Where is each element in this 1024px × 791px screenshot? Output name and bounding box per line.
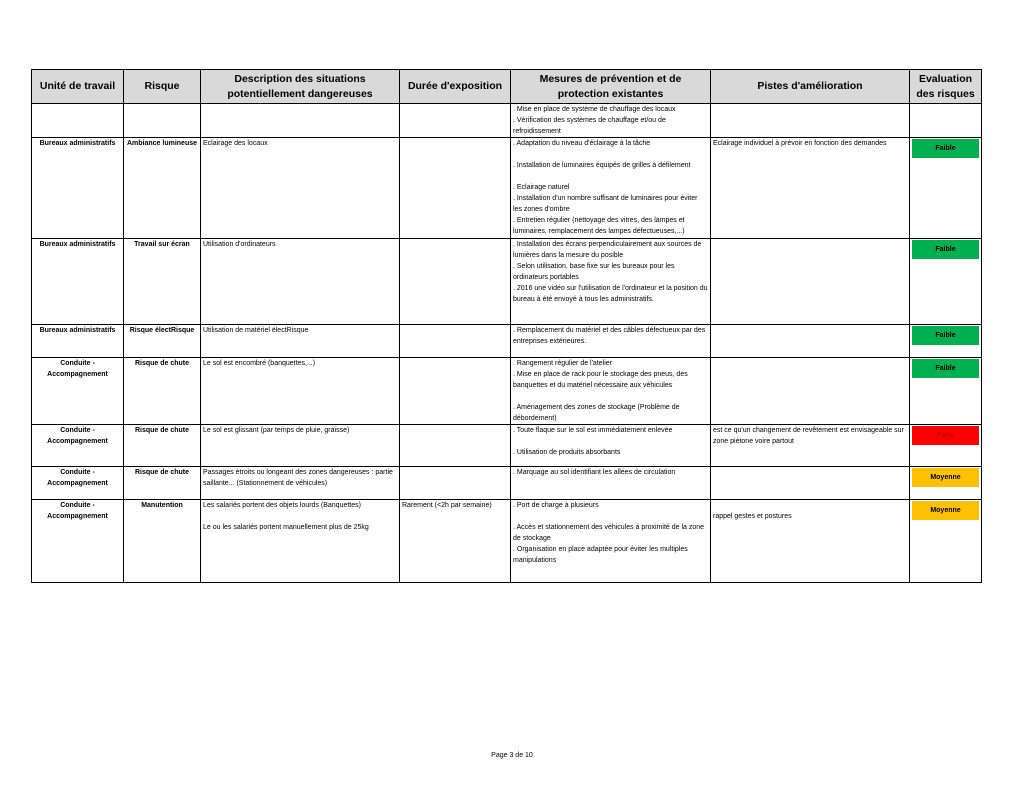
cell-text: Ambiance lumineuse xyxy=(126,140,198,147)
header-row xyxy=(32,70,982,104)
cell-duration xyxy=(400,325,511,358)
cell-duration xyxy=(400,358,511,425)
cell-risk xyxy=(124,138,201,239)
cell-text: Les salariés portent des objets lourds (Banquettes) Le ou les salariés portent manuellement plus de 25kg xyxy=(203,502,369,531)
cell-measures xyxy=(511,500,711,583)
risk-level-badge: Faible xyxy=(912,359,979,378)
cell-risk xyxy=(124,239,201,325)
cell-text: Utilisation d'ordinateurs xyxy=(203,241,276,248)
cell-unit xyxy=(32,500,124,583)
cell-description xyxy=(201,239,400,325)
cell-text: Le sol est encombré (banquettes,...) xyxy=(203,360,316,367)
cell-measures xyxy=(511,138,711,239)
cell-measures xyxy=(511,104,711,138)
header-evaluation: Evaluation des risques xyxy=(910,70,982,104)
cell-unit xyxy=(32,104,124,138)
cell-unit xyxy=(32,138,124,239)
cell-text: Manutention xyxy=(141,502,183,509)
cell-unit xyxy=(32,425,124,467)
cell-text: Passages étroits ou longeant des zones dangereuses : partie saillante... (Stationnement de véhicules) xyxy=(203,469,393,487)
cell-description xyxy=(201,358,400,425)
cell-measures xyxy=(511,325,711,358)
cell-unit xyxy=(32,325,124,358)
risk-level-badge: Moyenne xyxy=(912,501,979,520)
cell-text: Conduite - Accompagnement xyxy=(47,427,108,445)
cell-text: rappel gestes et postures xyxy=(713,513,792,520)
cell-risk xyxy=(124,104,201,138)
cell-text: Risque de chute xyxy=(134,360,190,367)
cell-text: Risque de chute xyxy=(134,427,190,434)
table-row xyxy=(32,104,982,138)
cell-measures xyxy=(511,239,711,325)
cell-evaluation xyxy=(910,500,982,583)
header-improvements: Pistes d'amélioration xyxy=(711,70,910,104)
cell-text: Bureaux administratifs xyxy=(39,327,116,334)
cell-text: . Rangement régulier de l'atelier . Mise en place de rack pour le stockage des pneus, des banquettes et du matériel nécessaire aux véhicules . Aménagement des zones de stockage (Problème de débordement) xyxy=(513,360,688,422)
cell-text: Le sol est glissant (par temps de pluie, graisse) xyxy=(203,427,350,434)
table-row xyxy=(32,138,982,239)
cell-text: Conduite - Accompagnement xyxy=(47,360,108,378)
cell-text: Risque électRisque xyxy=(129,327,195,334)
table-row xyxy=(32,467,982,500)
cell-description xyxy=(201,325,400,358)
cell-risk xyxy=(124,425,201,467)
cell-duration xyxy=(400,138,511,239)
cell-improvements xyxy=(711,239,910,325)
cell-risk xyxy=(124,467,201,500)
cell-evaluation xyxy=(910,138,982,239)
cell-duration xyxy=(400,425,511,467)
cell-text: . Remplacement du matériel et des câbles défectueux par des entreprises extérieures. xyxy=(513,327,706,345)
cell-description xyxy=(201,467,400,500)
cell-improvements xyxy=(711,104,910,138)
cell-text: Travail sur écran xyxy=(134,241,190,248)
cell-text: . Marquage au sol identifiant les allées de circulation xyxy=(513,469,676,476)
risk-assessment-table xyxy=(31,69,982,583)
cell-duration xyxy=(400,467,511,500)
cell-improvements xyxy=(711,500,910,583)
cell-risk xyxy=(124,500,201,583)
table-row xyxy=(32,358,982,425)
risk-level-badge: Moyenne xyxy=(912,468,979,487)
cell-text: . Mise en place de système de chauffage des locaux . Vérification des systèmes de chauffage et/ou de refroidissement xyxy=(513,106,676,135)
header-measures: Mesures de prévention et de protection existantes xyxy=(511,70,711,104)
table-row xyxy=(32,239,982,325)
cell-improvements xyxy=(711,358,910,425)
cell-text: . Adaptation du niveau d'éclairage à la tâche . Installation de luminaires équipés de grilles à défilement . Eclairage naturel . Installation d'un nombre suffisant de luminaires pour éviter les zones d'ombre . Entretien régulier (nettoyage des vitres, des lampes et luminaires, remplacement des lampes défectueuses,...) xyxy=(513,140,698,235)
table-row xyxy=(32,500,982,583)
cell-risk xyxy=(124,325,201,358)
cell-description xyxy=(201,500,400,583)
cell-unit xyxy=(32,358,124,425)
cell-unit xyxy=(32,239,124,325)
cell-evaluation xyxy=(910,358,982,425)
cell-text: Eclairage des locaux xyxy=(203,140,268,147)
cell-text: Risque de chute xyxy=(134,469,190,476)
page-footer: Page 3 de 10 xyxy=(491,752,533,759)
cell-text: Rarement (<2h par semaine) xyxy=(402,502,492,509)
cell-improvements xyxy=(711,138,910,239)
cell-text: Conduite - Accompagnement xyxy=(47,502,108,520)
cell-evaluation xyxy=(910,467,982,500)
cell-evaluation xyxy=(910,104,982,138)
cell-improvements xyxy=(711,425,910,467)
risk-level-badge: Faible xyxy=(912,139,979,158)
cell-text: Utilisation de matériel électRisque xyxy=(203,327,309,334)
cell-measures xyxy=(511,467,711,500)
cell-description xyxy=(201,104,400,138)
cell-description xyxy=(201,425,400,467)
cell-text: . Port de charge à plusieurs . Accès et stationnement des véhicules à proximité de la zone de stockage . Organisation en place adaptée pour éviter les multiples manipulations xyxy=(513,502,705,564)
risk-level-badge: Faible xyxy=(912,240,979,259)
cell-text: Conduite - Accompagnement xyxy=(47,469,108,487)
cell-measures xyxy=(511,425,711,467)
cell-text: . Installation des écrans perpendiculairement aux sources de lumières dans la mesure du posible . Selon utilisation, base fixe sur les bureaux pour les ordinateurs portables . 2016 une vidéo sur l'utilisation de l'ordinateur et la position du bureau à été envoyé à tous les administratifs. xyxy=(513,241,708,303)
cell-duration xyxy=(400,239,511,325)
cell-text: Bureaux administratifs xyxy=(39,241,116,248)
cell-duration xyxy=(400,104,511,138)
header-unit: Unité de travail xyxy=(32,70,124,104)
cell-description xyxy=(201,138,400,239)
risk-level-badge: Forte xyxy=(912,426,979,445)
header-risk: Risque xyxy=(124,70,201,104)
risk-level-badge: Faible xyxy=(912,326,979,345)
table-body xyxy=(32,104,982,583)
cell-evaluation xyxy=(910,425,982,467)
cell-evaluation xyxy=(910,239,982,325)
cell-improvements xyxy=(711,467,910,500)
table-row xyxy=(32,425,982,467)
cell-duration xyxy=(400,500,511,583)
cell-text: est ce qu'un changement de revêtement est envisageable sur zone piétone voire partout xyxy=(713,427,904,445)
cell-unit xyxy=(32,467,124,500)
table-row xyxy=(32,325,982,358)
cell-risk xyxy=(124,358,201,425)
cell-measures xyxy=(511,358,711,425)
cell-text: . Toute flaque sur le sol est immédiatement enlevée . Utilisation de produits absorbants xyxy=(513,427,673,456)
cell-evaluation xyxy=(910,325,982,358)
cell-improvements xyxy=(711,325,910,358)
header-duration: Durée d'exposition xyxy=(400,70,511,104)
cell-text: Eclairage individuel à prévoir en fonction des demandes xyxy=(713,140,887,147)
header-description: Description des situations potentiellement dangereuses xyxy=(201,70,400,104)
cell-text: Bureaux administratifs xyxy=(39,140,116,147)
